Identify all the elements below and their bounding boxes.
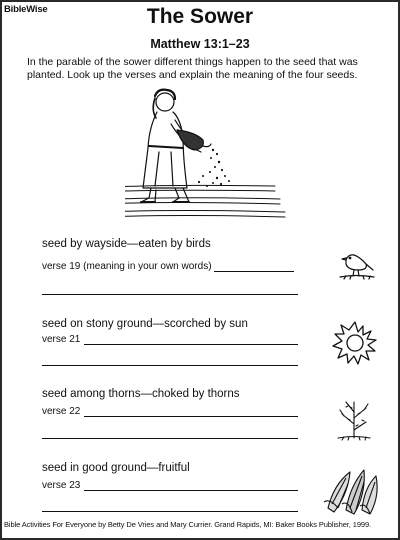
answer-line[interactable] xyxy=(214,271,294,272)
answer-line[interactable] xyxy=(84,416,298,417)
corn-icon xyxy=(320,464,382,516)
verse-label-3: verse 22 xyxy=(42,406,81,417)
brand-logo: BibleWise xyxy=(4,4,48,15)
verse-label-4: verse 23 xyxy=(42,480,81,491)
answer-line[interactable] xyxy=(42,294,298,295)
seed-heading-2: seed on stony ground—scorched by sun xyxy=(42,318,248,330)
page-title: The Sower xyxy=(146,5,254,28)
thorn-bush-icon xyxy=(332,394,376,442)
answer-line[interactable] xyxy=(42,511,298,512)
sower-illustration xyxy=(125,88,295,233)
seed-heading-3: seed among thorns—choked by thorns xyxy=(42,388,240,400)
verse-label-1: verse 19 (meaning in your own words) xyxy=(42,261,212,272)
sun-icon xyxy=(330,318,380,368)
verse-label-2: verse 21 xyxy=(42,334,81,345)
scripture-reference: Matthew 13:1–23 xyxy=(150,37,250,51)
answer-line[interactable] xyxy=(42,365,298,366)
citation: Bible Activities For Everyone by Betty De Vries and Mary Currier. Grand Rapids, MI: Baker Books Publisher, 1999. xyxy=(4,520,372,529)
bird-icon xyxy=(338,246,376,282)
answer-line[interactable] xyxy=(42,438,298,439)
instructions: In the parable of the sower different things happen to the seed that was planted. Look up the verses and explain the meaning of the four seeds. xyxy=(27,56,358,81)
answer-line[interactable] xyxy=(84,490,298,491)
answer-line[interactable] xyxy=(84,344,298,345)
seed-heading-1: seed by wayside—eaten by birds xyxy=(42,238,211,250)
seed-heading-4: seed in good ground—fruitful xyxy=(42,462,190,474)
